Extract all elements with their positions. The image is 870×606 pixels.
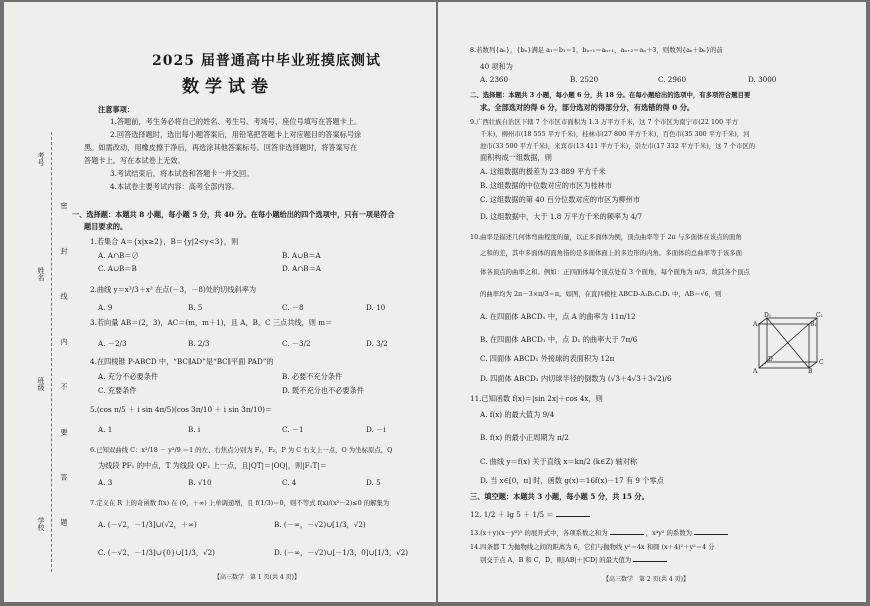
notice-line: 黑。如需改动，用橡皮擦干净后，再选涂其他答案标号。回答非选择题时，将答案写在 [84, 143, 358, 152]
q3-option-a: A. －2/3 [98, 339, 127, 348]
q8-option-d: D. 3000 [748, 75, 777, 84]
q11-option-b: B. f(x) 的最小正周期为 π/2 [480, 433, 569, 442]
q6-option-d: D. 5 [366, 478, 381, 487]
prism-diagonal [767, 318, 809, 368]
question-2: 2.曲线 y＝x³/3＋x² 在点(－3，－8)处的切线斜率为 [90, 285, 257, 294]
q7-option-b: B. (－∞，－√2)∪[1/3，√2) [274, 520, 366, 529]
q10-option-d: D. 四面体 ABCD₁ 内切球半径的倒数为 (√3＋4√3＋3√2)/6 [480, 374, 672, 383]
question-12 [470, 510, 590, 519]
question-9-cont: 面积构成一组数据，则 [480, 153, 552, 162]
question-14-text: 别交于点 A，B 和 C，D，则|AB|＋|CD| 的最大值为 [480, 556, 632, 564]
prism-diagonal [759, 324, 809, 368]
q2-option-d: D. 10 [366, 303, 386, 312]
question-14-cont [480, 555, 667, 564]
q6-option-c: C. 4 [282, 478, 297, 487]
page-footer: 【高三数学 第 2 页(共 4 页)】 [603, 576, 689, 583]
question-13 [470, 528, 728, 537]
question-8-cont: 40 项和为 [480, 62, 513, 71]
answer-blank [694, 528, 728, 535]
question-8: 8.若数列{aₙ}，{bₙ}满足 a₁＝b₁＝1，bₙ₊₁＝aₙ₊₁，aₙ₊₂＝aₙ＋3，则数列{aₙ＋bₙ}的前 [470, 46, 723, 54]
question-13-text: 13.(x＋y)(x－y²)⁵ 的展开式中，各项系数之和为 [470, 529, 608, 537]
q6-option-b: B. √10 [188, 478, 212, 487]
page-footer: 【高三数学 第 1 页(共 4 页)】 [214, 574, 300, 581]
binding-label-class: 班级 [37, 377, 45, 391]
q2-option-c: C. －8 [282, 303, 304, 312]
notice-line: 2.回答选择题时，选出每小题答案后，用铅笔把答题卡上对应题目的答案标号涂 [110, 130, 362, 139]
q3-option-b: B. 2/3 [188, 339, 210, 348]
vertex-label: D [768, 356, 773, 363]
q4-option-b: B. 必要不充分条件 [282, 372, 343, 381]
section-2-heading: 二、选择题：本题共 3 小题，每小题 6 分，共 18 分。在每小题给出的选项中，有多项符合题目要 [470, 91, 751, 99]
q11-option-c: C. 曲线 y＝f(x) 关于直线 x＝kπ/2 (k∈Z) 轴对称 [480, 457, 638, 466]
q8-option-a: A. 2360 [480, 75, 509, 84]
vertex-label: B₁ [810, 321, 817, 328]
q4-option-c: C. 充要条件 [98, 386, 137, 395]
vertex-label: A₁ [753, 321, 760, 328]
q8-option-c: C. 2960 [658, 75, 687, 84]
notice-line: 4.本试卷主要考试内容：高考全部内容。 [110, 182, 240, 191]
section-3-heading: 三、填空题：本题共 3 小题，每小题 5 分，共 15 分。 [470, 492, 649, 501]
q10-option-b: B. 在四面体 ABCD₁ 中，点 D₁ 的曲率大于 7π/6 [480, 335, 638, 344]
question-5: 5.(cos π/5 ＋ i sin 4π/5)(cos 3π/10 ＋ i sin 3π/10)＝ [90, 405, 273, 414]
question-9: 9.广西壮族自治区下辖 7 个市区市面积为 1.3 万平方千米，这 7 个市区为南宁市(22 100 平方 [470, 118, 738, 126]
q11-option-a: A. f(x) 的最大值为 9/4 [480, 410, 555, 419]
prism-figure [753, 312, 833, 374]
answer-blank [610, 528, 644, 535]
question-10-cont: 体各顶点的曲率之和。例如：正四面体每个顶点处有 3 个面角，每个面角为 π/3，故其各个顶点 [480, 268, 750, 276]
q5-option-c: C. －1 [282, 425, 304, 434]
binding-line [51, 132, 52, 572]
q9-option-c: C. 这组数据的第 40 百分位数对应的市区为柳州市 [480, 195, 641, 204]
q10-option-a: A. 在四面体 ABCD₁ 中，点 A 的曲率为 11π/12 [480, 312, 636, 321]
notice-line: 3.考试结束后，将本试卷和答题卡一并交回。 [110, 169, 254, 178]
vertex-label: D₁ [764, 312, 772, 319]
question-6: 6.已知双曲线 C：x²/18 － y²/9 ＝1 的左、右焦点分别为 F₁，F₂，P 为 C 右支上一点，O 为坐标原点，Q [90, 446, 393, 454]
q3-option-d: D. 3/2 [366, 339, 388, 348]
vertex-label: C₁ [816, 312, 823, 319]
question-11: 11.已知函数 f(x)＝|sin 2x|＋cos 4x，则 [470, 394, 603, 403]
q1-option-c: C. A∪B＝B [98, 264, 137, 273]
exam-page-1 [4, 2, 436, 602]
question-9-cont: 千米)，柳州市(18 555 平方千米)，桂林市(27 800 平方千米)，百色市(35 300 平方千米)，河 [480, 130, 750, 138]
q9-option-b: B. 这组数据的中位数对应的市区为桂林市 [480, 181, 613, 190]
q7-option-c: C. (－√2，－1/3]∪{0}∪[1/3，√2) [98, 548, 215, 557]
q4-option-d: D. 既不充分也不必要条件 [282, 386, 364, 395]
section-1-heading: 一、选择题：本题共 8 小题，每小题 5 分，共 40 分。在每小题给出的四个选项中，只有一项是符合 [72, 210, 395, 219]
vertex-label: C [819, 359, 824, 366]
section-2-heading-cont: 求。全部选对的得 6 分，部分选对的得部分分，有选错的得 0 分。 [480, 103, 695, 112]
question-10: 10.曲率是描述几何体弯曲程度的量，以正多面体为例，顶点曲率等于 2π 与多面体在该点的面角 [470, 233, 742, 241]
q1-option-d: D. A∩B＝A [282, 264, 321, 273]
question-1: 1.若集合 A＝{x|x≥2}，B＝{y|2<y<3}，则 [90, 237, 239, 246]
question-13-text-cont: ，x⁴y² 的系数为 [645, 529, 693, 537]
q6-option-a: A. 3 [98, 478, 113, 487]
notice-line: 答题卡上。写在本试卷上无效。 [84, 156, 185, 165]
exam-page-2 [438, 2, 866, 602]
exam-subtitle: 数学试卷 [182, 77, 274, 97]
answer-blank [633, 555, 667, 562]
q11-option-d: D. 当 x∈[0，π] 时，函数 g(x)＝16f(x)－17 有 9 个零点 [480, 476, 664, 485]
q7-option-a: A. (－√2，－1/3]∪(√2，＋∞) [98, 520, 197, 529]
vertex-label: B [808, 368, 813, 374]
q1-option-b: B. A∪B＝A [282, 251, 321, 260]
binding-label-name: 姓名 [37, 267, 45, 281]
question-9-cont: 池市(33 500 平方千米)，来宾市(13 411 平方千米)，崇左市(17 332 平方千米)，这 7 个市区的 [480, 142, 756, 150]
question-4: 4.在四棱锥 P-ABCD 中，“BC∥AD”是“BC∥平面 PAD”的 [90, 357, 274, 366]
q5-option-b: B. i [188, 425, 201, 434]
question-3: 3.若向量 AB＝(2，3)，AC＝(m，m＋1)，且 A，B，C 三点共线，则 m＝ [90, 318, 333, 327]
q4-option-a: A. 充分不必要条件 [98, 372, 159, 381]
q10-option-c: C. 四面体 ABCD₁ 外接球的表面积为 12π [480, 354, 615, 363]
q5-option-a: A. 1 [98, 425, 113, 434]
exam-title: 2025 届普通高中毕业班摸底测试 [152, 53, 381, 69]
section-1-heading-cont: 题目要求的。 [84, 222, 128, 231]
binding-label-school: 学校 [37, 517, 45, 531]
question-7: 7.定义在 R 上的奇函数 f(x) 在 (0，＋∞) 上单调递增，且 f(1/3)＝0，则不等式 f(x)/(x²－2)≤0 的解集为 [90, 499, 390, 507]
question-10-cont: 的曲率均为 2π－3×π/3＝π。如图，在直四棱柱 ABCD-A₁B₁C₁D₁ 中，AB＝√6，则 [480, 290, 722, 298]
q1-option-a: A. A∩B＝∅ [98, 251, 139, 260]
q9-option-d: D. 这组数据中，大于 1.8 万平方千米的频率为 4/7 [480, 212, 643, 221]
q7-option-d: D. (－∞，－√2)∪[－1/3，0]∪[1/3，√2) [274, 548, 409, 557]
q2-option-a: A. 9 [98, 303, 113, 312]
notice-title: 注意事项： [98, 105, 134, 114]
q9-option-a: A. 这组数据的极差为 23 889 平方千米 [480, 167, 606, 176]
answer-blank [556, 510, 590, 517]
q5-option-d: D. －i [366, 425, 386, 434]
binding-label-exam-no: 考号 [37, 152, 45, 166]
question-6-cont: 为线段 PF₁ 的中点，T 为线段 QF₁ 上一点，且|QT|＝|OQ|，则|F₁T|＝ [98, 461, 327, 470]
question-10-cont: 之和的差，其中多面体的面角指的是多面体面上的多边形的内角。多面体的总曲率等于该多面 [480, 249, 743, 257]
q8-option-b: B. 2520 [570, 75, 599, 84]
q2-option-b: B. 5 [188, 303, 203, 312]
question-12-text: 12. 1/2 ＋ lg 5 ＋ 1/5 ＝ [470, 510, 554, 519]
notice-line: 1.答题前，考生务必将自己的姓名、考生号、考场号、座位号填写在答题卡上。 [110, 117, 362, 126]
q3-option-c: C. －3/2 [282, 339, 311, 348]
vertex-label: A [753, 368, 758, 374]
seal-line-text: 密 封 线 内 不 要 答 题 [60, 202, 68, 544]
question-14: 14.四条都 T 为抛物线之间的距离为 6，它们与抛物线 y²＝4x 和圆 (x＋4)²＋y²＝4 分 [470, 543, 715, 551]
